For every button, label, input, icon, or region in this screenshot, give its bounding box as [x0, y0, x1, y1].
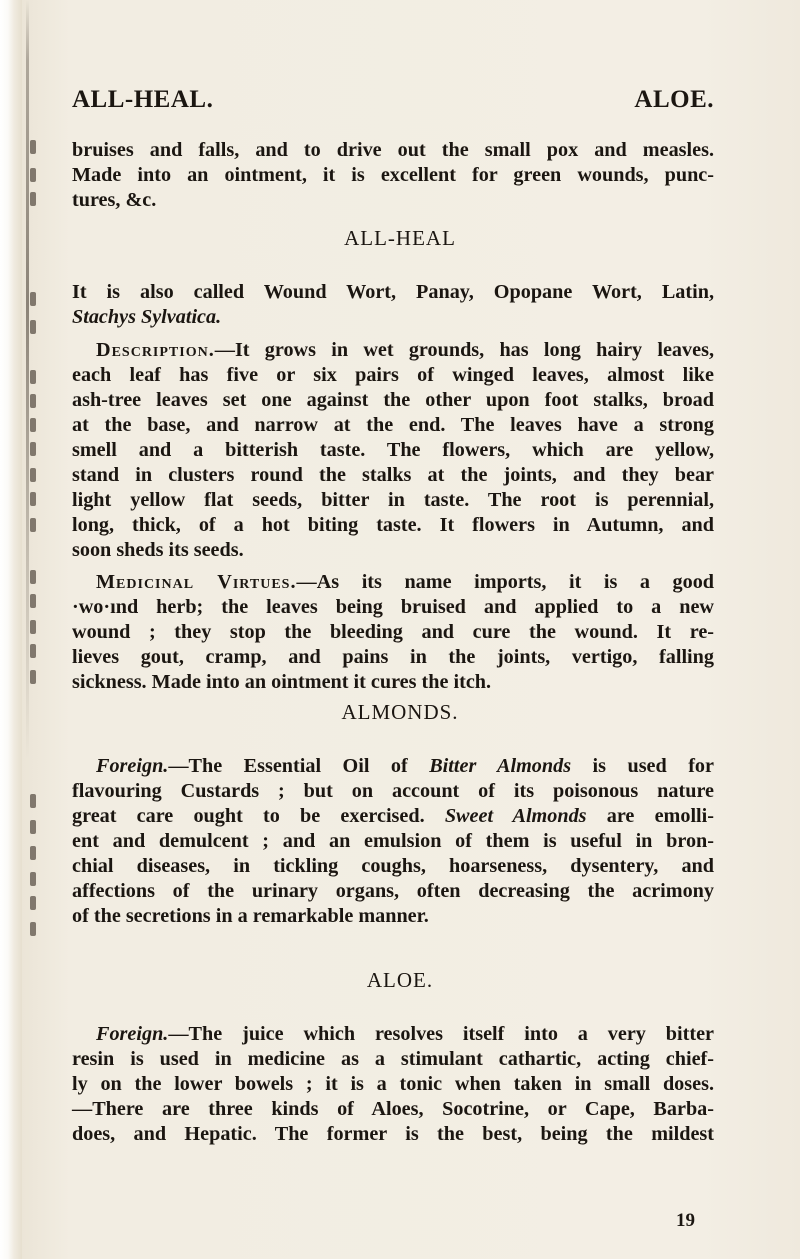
running-head-right: ALOE.: [634, 86, 714, 113]
text-line: chial diseases, in tickling coughs, hoarseness, dysentery, and: [72, 855, 714, 877]
text-line: It is also called Wound Wort, Panay, Opopane Wort, Latin,: [72, 281, 714, 303]
text-fragment: are emolli-: [586, 805, 714, 827]
text-line: smell and a bitterish taste. The flowers, which are yellow,: [72, 439, 714, 461]
description-text: —It grows in wet grounds, has long hairy leaves,: [214, 339, 714, 361]
text-line: of the secretions in a remarkable manner.: [72, 905, 429, 927]
text-line: [72, 570, 714, 595]
running-head: [72, 86, 714, 120]
text-line: ·wo·ınd herb; the leaves being bruised and applied to a new: [72, 596, 714, 618]
text-line: [72, 1022, 714, 1047]
text-fragment: great care ought to be exercised.: [72, 805, 445, 827]
aloe-paragraph: [72, 1022, 714, 1147]
foreign-label: Foreign.: [96, 1023, 169, 1045]
text-line: soon sheds its seeds.: [72, 539, 244, 561]
text-line: tures, &c.: [72, 189, 157, 211]
latin-name: Stachys Sylvatica.: [72, 306, 222, 328]
gutter-shadow: [26, 0, 29, 760]
text-line: flavouring Custards ; but on account of its poisonous nature: [72, 780, 714, 802]
virtues-label: Medicinal Virtues.: [96, 571, 297, 593]
bitter-almonds-term: Bitter Almonds: [429, 755, 572, 777]
text-fragment: —The Essential Oil of: [168, 755, 430, 777]
text-line: at the base, and narrow at the end. The leaves have a strong: [72, 414, 714, 436]
all-heal-description: [72, 338, 714, 563]
almonds-paragraph: [72, 754, 714, 929]
text-line: lieves gout, cramp, and pains in the joints, vertigo, falling: [72, 646, 714, 668]
text-line: —There are three kinds of Aloes, Socotrine, or Cape, Barba-: [72, 1098, 714, 1120]
text-line: each leaf has five or six pairs of winged leaves, almost like: [72, 364, 714, 386]
text-line: sickness. Made into an ointment it cures the itch.: [72, 671, 492, 693]
page-binding-edge: [0, 0, 22, 1259]
text-line: [72, 754, 714, 779]
gutter-marks: [30, 130, 38, 1030]
text-line: [72, 338, 714, 363]
continuation-paragraph: [72, 138, 714, 213]
text-line: stand in clusters round the stalks at the joints, and they bear: [72, 464, 714, 486]
virtues-text: —As its name imports, it is a good: [296, 571, 715, 593]
text-line: Made into an ointment, it is excellent for green wounds, punc-: [72, 164, 714, 186]
text-fragment: —The juice which resolves itself into a very bitter: [168, 1023, 714, 1045]
sweet-almonds-term: Sweet Almonds: [444, 805, 587, 827]
running-head-left: ALL-HEAL.: [72, 86, 214, 113]
text-line: light yellow flat seeds, bitter in taste. The root is perennial,: [72, 489, 714, 511]
all-heal-virtues: [72, 570, 714, 695]
section-heading-almonds: ALMONDS.: [341, 700, 459, 724]
text-line: resin is used in medicine as a stimulant cathartic, acting chief-: [72, 1048, 714, 1070]
text-line: affections of the urinary organs, often decreasing the acrimony: [72, 880, 714, 902]
all-heal-intro: [72, 280, 714, 330]
description-label: Description.: [96, 339, 215, 361]
text-line: bruises and falls, and to drive out the small pox and measles.: [72, 139, 714, 161]
section-heading-all-heal: ALL-HEAL: [344, 226, 456, 250]
text-fragment: is used for: [571, 755, 714, 777]
text-line: [72, 804, 714, 829]
text-line: ash-tree leaves set one against the other upon foot stalks, broad: [72, 389, 714, 411]
foreign-label: Foreign.: [96, 755, 169, 777]
text-line: long, thick, of a hot biting taste. It flowers in Autumn, and: [72, 514, 714, 536]
text-line: ly on the lower bowels ; it is a tonic when taken in small doses.: [72, 1073, 714, 1095]
text-line: wound ; they stop the bleeding and cure the wound. It re-: [72, 621, 714, 643]
text-line: ent and demulcent ; and an emulsion of them is useful in bron-: [72, 830, 714, 852]
page-number: 19: [676, 1210, 695, 1231]
section-heading-aloe: ALOE.: [366, 968, 434, 992]
text-line: does, and Hepatic. The former is the best, being the mildest: [72, 1123, 714, 1145]
